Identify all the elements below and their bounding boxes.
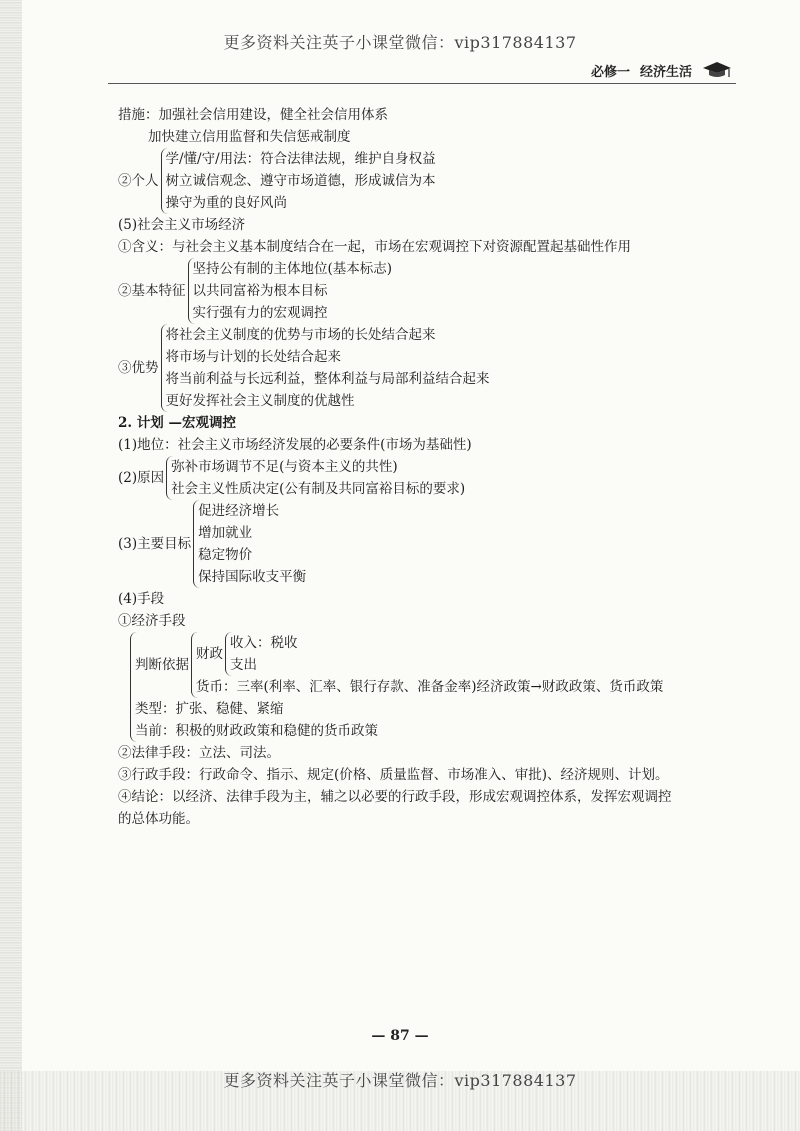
running-head <box>591 60 732 80</box>
current-policy-line: 当前：积极的财政政策和稳健的货币政策 <box>135 723 378 739</box>
advantages-label: ③优势 <box>118 360 159 376</box>
advantages-brace <box>161 324 490 412</box>
economic-means-group <box>118 632 678 742</box>
personal-item: 学/懂/守/用法：符合法律法规，维护自身权益 <box>165 151 436 167</box>
fiscal-group <box>196 632 663 676</box>
personal-group <box>118 148 678 214</box>
market-economy-heading: (5)社会主义市场经济 <box>118 217 246 233</box>
meaning-line: ①含义：与社会主义基本制度结合在一起，市场在宏观调控下对资源配置起基础性作用 <box>118 239 631 255</box>
goal-item: 保持国际收支平衡 <box>198 569 307 585</box>
subject-label: 经济生活 <box>639 64 692 80</box>
reasons-brace <box>166 456 465 500</box>
reasons-label: (2)原因 <box>118 470 165 486</box>
basis-group <box>135 632 663 698</box>
types-line: 类型：扩张、稳健、紧缩 <box>135 701 284 717</box>
advantage-item: 更好发挥社会主义制度的优越性 <box>165 393 355 409</box>
currency-line: 货币：三率(利率、汇率、银行存款、准备金率)经济政策→财政政策、货币政策 <box>196 679 664 695</box>
goals-group <box>118 500 678 588</box>
goal-item: 增加就业 <box>198 525 253 541</box>
feature-item: 坚持公有制的主体地位(基本标志) <box>192 261 393 277</box>
reason-item: 社会主义性质决定(公有制及共同富裕目标的要求) <box>171 481 466 497</box>
feature-item: 实行强有力的宏观调控 <box>192 305 328 321</box>
scan-edge-left <box>0 0 22 1131</box>
personal-item: 树立诚信观念、遵守市场道德，形成诚信为本 <box>165 173 436 189</box>
personal-item: 操守为重的良好风尚 <box>165 195 287 211</box>
goals-brace <box>193 500 306 588</box>
means-heading: (4)手段 <box>118 591 165 607</box>
admin-means-line: ③行政手段：行政命令、指示、规定(价格、质量监督、市场准入、审批)、经济规则、计划。 <box>118 767 669 783</box>
advantage-item: 将市场与计划的长处结合起来 <box>165 349 341 365</box>
economic-means-brace <box>130 632 663 742</box>
basis-label: 判断依据 <box>135 657 189 673</box>
features-brace <box>188 258 393 324</box>
page-content <box>118 104 678 830</box>
advantage-item: 将社会主义制度的优势与市场的长处结合起来 <box>165 327 436 343</box>
header-rule <box>108 83 736 84</box>
fiscal-brace <box>225 632 298 676</box>
book-label: 必修一 <box>590 64 630 80</box>
goal-item: 促进经济增长 <box>198 503 280 519</box>
fiscal-item: 支出 <box>230 657 257 673</box>
watermark-bottom: 更多资料关注英子小课堂微信：vip317884137 <box>223 1071 577 1090</box>
measures-line-1: 措施：加强社会信用建设，健全社会信用体系 <box>118 107 388 123</box>
goal-item: 稳定物价 <box>198 547 253 563</box>
personal-label: ②个人 <box>118 173 159 189</box>
reason-item: 弥补市场调节不足(与资本主义的共性) <box>171 459 398 475</box>
advantages-group <box>118 324 678 412</box>
page-number: — 87 — <box>371 1028 429 1044</box>
features-group <box>118 258 678 324</box>
feature-item: 以共同富裕为根本目标 <box>192 283 328 299</box>
fiscal-item: 收入：税收 <box>230 635 298 651</box>
personal-brace <box>161 148 436 214</box>
economic-means-heading: ①经济手段 <box>118 613 186 629</box>
fiscal-label: 财政 <box>196 646 223 662</box>
reasons-group <box>118 456 678 500</box>
basis-brace <box>191 632 663 698</box>
legal-means-line: ②法律手段：立法、司法。 <box>118 745 280 761</box>
status-line: (1)地位：社会主义市场经济发展的必要条件(市场为基础性) <box>118 437 472 453</box>
measures-line-2: 加快建立信用监督和失信惩戒制度 <box>148 129 351 145</box>
conclusion-paragraph: ④结论：以经济、法律手段为主，辅之以必要的行政手段，形成宏观调控体系，发挥宏观调控的总体功能。 <box>118 789 672 827</box>
advantage-item: 将当前利益与长远利益，整体利益与局部利益结合起来 <box>165 371 490 387</box>
features-label: ②基本特征 <box>118 283 186 299</box>
watermark-top: 更多资料关注英子小课堂微信：vip317884137 <box>223 33 577 52</box>
planning-heading: 2. 计划 —宏观调控 <box>118 415 236 431</box>
graduation-cap-icon <box>702 60 732 80</box>
goals-label: (3)主要目标 <box>118 536 192 552</box>
